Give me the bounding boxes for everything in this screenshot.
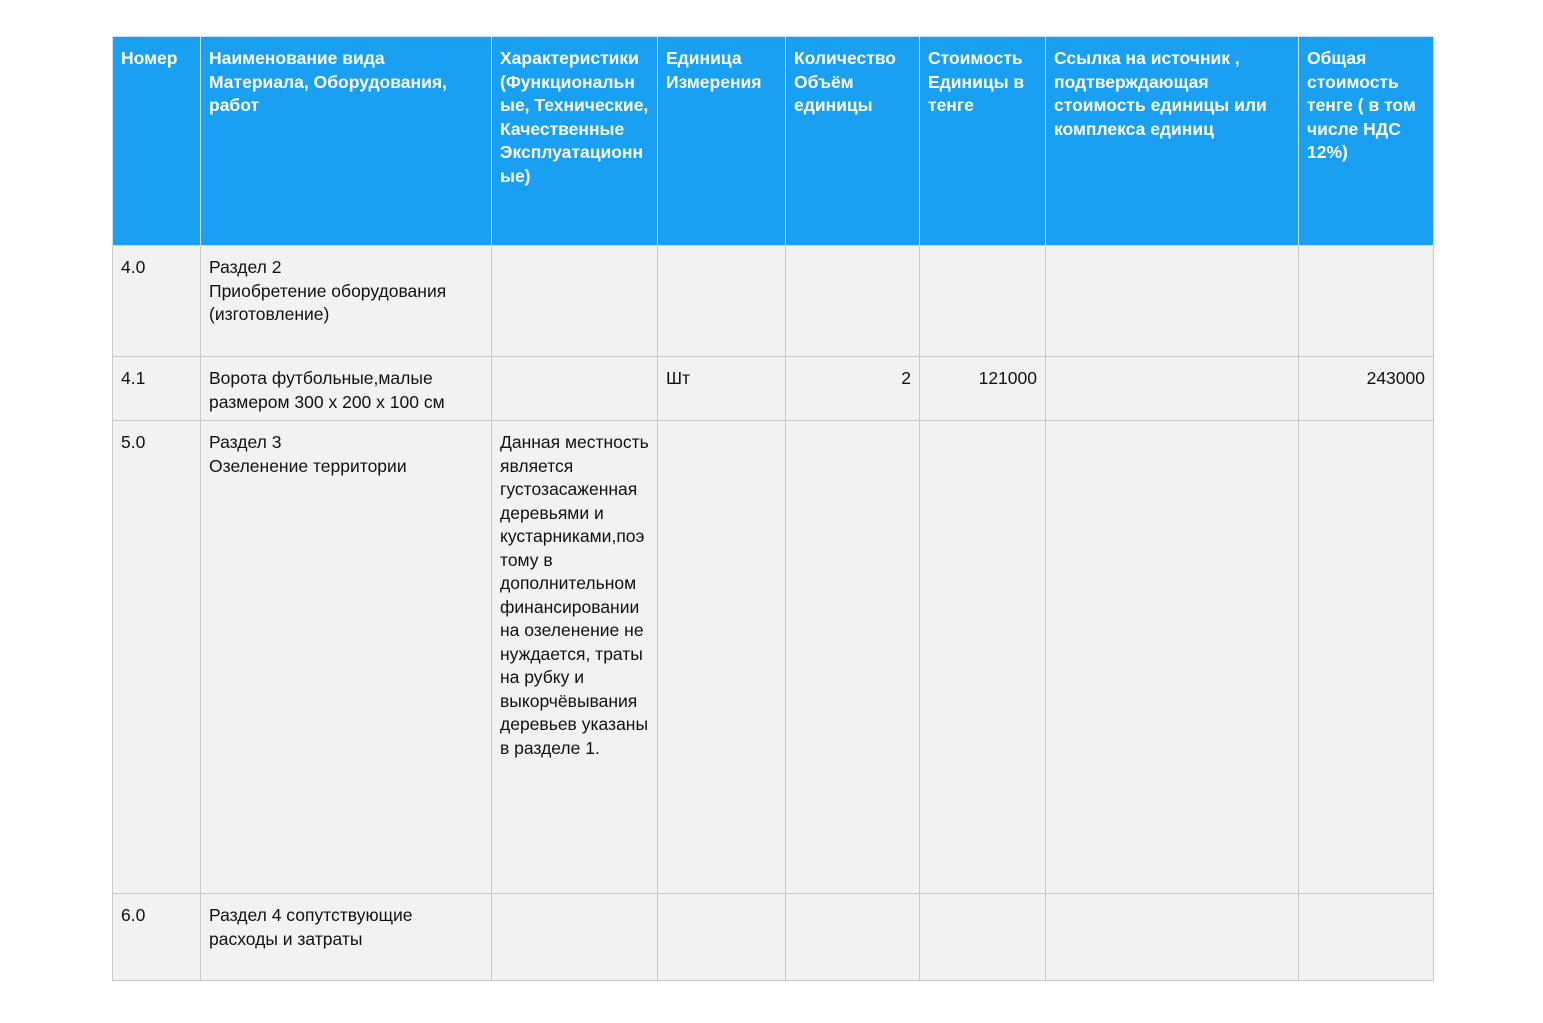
cell-total [1299,894,1434,981]
cell-number: 5.0 [113,421,201,894]
cell-name: Раздел 2 Приобретение оборудования (изготовление) [201,246,492,357]
cell-unit [658,421,786,894]
cell-number: 4.1 [113,357,201,421]
cell-number: 6.0 [113,894,201,981]
table-row [113,894,1434,981]
cell-name: Раздел 4 сопутствующие расходы и затраты [201,894,492,981]
budget-table [112,36,1434,981]
header-name: Наименование вида Материала, Оборудования, работ [201,37,492,246]
header-quantity: Количество Объём единицы [786,37,920,246]
header-row [113,37,1434,246]
cell-total [1299,246,1434,357]
cell-quantity [786,421,920,894]
cell-source [1046,894,1299,981]
cell-name: Раздел 3 Озеленение территории [201,421,492,894]
header-characteristics: Характеристики (Функциональные, Технические, Качественные Эксплуатационные) [492,37,658,246]
header-number: Номер [113,37,201,246]
cell-characteristics [492,357,658,421]
header-total: Общая стоимость тенге ( в том числе НДС 12%) [1299,37,1434,246]
cell-characteristics [492,894,658,981]
cell-source [1046,246,1299,357]
table-row [113,246,1434,357]
cell-unit-cost [920,421,1046,894]
cell-unit: Шт [658,357,786,421]
table-row [113,357,1434,421]
cell-number: 4.0 [113,246,201,357]
cell-quantity [786,246,920,357]
cell-characteristics [492,246,658,357]
table-body [113,246,1434,981]
cell-total: 243000 [1299,357,1434,421]
cell-quantity: 2 [786,357,920,421]
table-header [113,37,1434,246]
cell-quantity [786,894,920,981]
cell-unit-cost [920,894,1046,981]
cell-unit-cost [920,246,1046,357]
header-unit-cost: Стоимость Единицы в тенге [920,37,1046,246]
cell-total [1299,421,1434,894]
table-row [113,421,1434,894]
header-source: Ссылка на источник , подтверждающая стоимость единицы или комплекса единиц [1046,37,1299,246]
cell-unit [658,246,786,357]
cell-source [1046,421,1299,894]
cell-source [1046,357,1299,421]
cell-unit-cost: 121000 [920,357,1046,421]
cell-unit [658,894,786,981]
cell-name: Ворота футбольные,малые размером 300 х 200 х 100 см [201,357,492,421]
cell-characteristics: Данная местность является густозасаженная деревьями и кустарниками,поэтому в дополнительном финансировании на озеленение не нуждается, траты на рубку и выкорчёвывания деревьев указаны в разделе 1. [492,421,658,894]
header-unit: Единица Измерения [658,37,786,246]
